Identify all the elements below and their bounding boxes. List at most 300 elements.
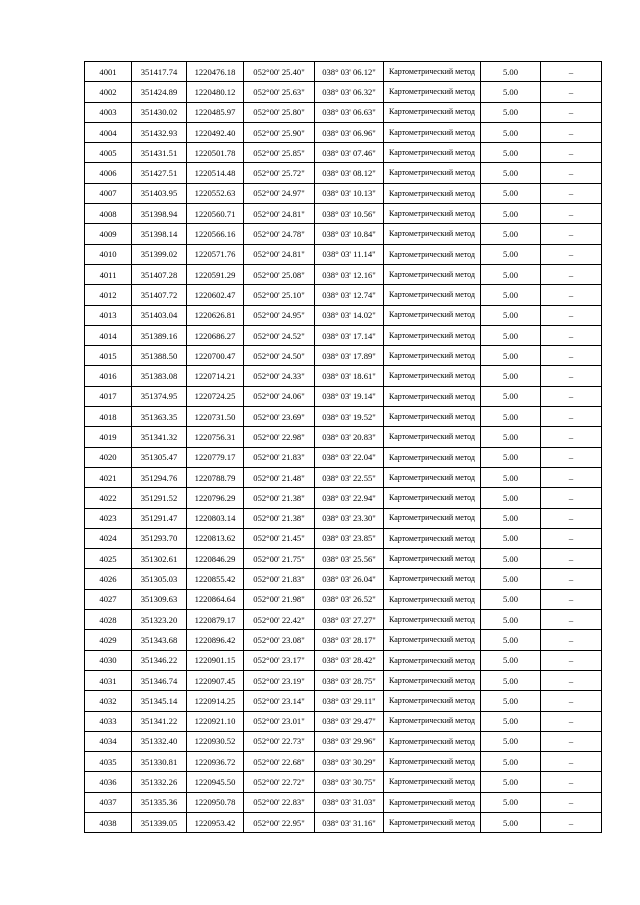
- latitude-cell: 052°00' 22.83": [244, 792, 315, 812]
- accuracy-cell: 5.00: [481, 62, 541, 82]
- point-number-cell: 4009: [85, 224, 132, 244]
- method-cell: Картометрический метод: [384, 812, 481, 832]
- table-row: [85, 183, 602, 203]
- coord-x-cell: 351398.14: [132, 224, 187, 244]
- note-cell: –: [541, 305, 602, 325]
- table-row: [85, 305, 602, 325]
- point-number-cell: 4006: [85, 163, 132, 183]
- longitude-cell: 038° 03' 22.55": [315, 467, 384, 487]
- accuracy-cell: 5.00: [481, 305, 541, 325]
- longitude-cell: 038° 03' 17.14": [315, 325, 384, 345]
- coord-y-cell: 1220560.71: [187, 204, 244, 224]
- longitude-cell: 038° 03' 20.83": [315, 427, 384, 447]
- point-number-cell: 4013: [85, 305, 132, 325]
- accuracy-cell: 5.00: [481, 812, 541, 832]
- latitude-cell: 052°00' 22.98": [244, 427, 315, 447]
- note-cell: –: [541, 407, 602, 427]
- longitude-cell: 038° 03' 29.11": [315, 691, 384, 711]
- point-number-cell: 4017: [85, 386, 132, 406]
- point-number-cell: 4023: [85, 508, 132, 528]
- table-row: [85, 812, 602, 832]
- note-cell: –: [541, 122, 602, 142]
- longitude-cell: 038° 03' 12.16": [315, 264, 384, 284]
- accuracy-cell: 5.00: [481, 630, 541, 650]
- table-row: [85, 285, 602, 305]
- table-row: [85, 143, 602, 163]
- table-row: [85, 82, 602, 102]
- table-row: [85, 224, 602, 244]
- method-cell: Картометрический метод: [384, 305, 481, 325]
- note-cell: –: [541, 508, 602, 528]
- table-row: [85, 264, 602, 284]
- point-number-cell: 4008: [85, 204, 132, 224]
- longitude-cell: 038° 03' 27.27": [315, 610, 384, 630]
- longitude-cell: 038° 03' 28.17": [315, 630, 384, 650]
- latitude-cell: 052°00' 25.08": [244, 264, 315, 284]
- method-cell: Картометрический метод: [384, 82, 481, 102]
- latitude-cell: 052°00' 23.08": [244, 630, 315, 650]
- accuracy-cell: 5.00: [481, 467, 541, 487]
- method-cell: Картометрический метод: [384, 731, 481, 751]
- point-number-cell: 4022: [85, 488, 132, 508]
- coord-y-cell: 1220591.29: [187, 264, 244, 284]
- longitude-cell: 038° 03' 14.02": [315, 305, 384, 325]
- latitude-cell: 052°00' 22.73": [244, 731, 315, 751]
- method-cell: Картометрический метод: [384, 528, 481, 548]
- coord-y-cell: 1220731.50: [187, 407, 244, 427]
- accuracy-cell: 5.00: [481, 772, 541, 792]
- point-number-cell: 4031: [85, 670, 132, 690]
- longitude-cell: 038° 03' 10.13": [315, 183, 384, 203]
- coord-y-cell: 1220756.31: [187, 427, 244, 447]
- accuracy-cell: 5.00: [481, 102, 541, 122]
- latitude-cell: 052°00' 21.38": [244, 508, 315, 528]
- point-number-cell: 4015: [85, 346, 132, 366]
- accuracy-cell: 5.00: [481, 285, 541, 305]
- coord-x-cell: 351430.02: [132, 102, 187, 122]
- longitude-cell: 038° 03' 30.29": [315, 752, 384, 772]
- method-cell: Картометрический метод: [384, 204, 481, 224]
- accuracy-cell: 5.00: [481, 82, 541, 102]
- coord-x-cell: 351403.95: [132, 183, 187, 203]
- latitude-cell: 052°00' 21.83": [244, 447, 315, 467]
- accuracy-cell: 5.00: [481, 589, 541, 609]
- method-cell: Картометрический метод: [384, 62, 481, 82]
- coord-y-cell: 1220921.10: [187, 711, 244, 731]
- coord-y-cell: 1220626.81: [187, 305, 244, 325]
- accuracy-cell: 5.00: [481, 488, 541, 508]
- method-cell: Картометрический метод: [384, 752, 481, 772]
- coord-x-cell: 351417.74: [132, 62, 187, 82]
- latitude-cell: 052°00' 24.95": [244, 305, 315, 325]
- longitude-cell: 038° 03' 12.74": [315, 285, 384, 305]
- point-number-cell: 4037: [85, 792, 132, 812]
- note-cell: –: [541, 670, 602, 690]
- point-number-cell: 4020: [85, 447, 132, 467]
- latitude-cell: 052°00' 21.83": [244, 569, 315, 589]
- note-cell: –: [541, 752, 602, 772]
- table-row: [85, 630, 602, 650]
- table-row: [85, 549, 602, 569]
- latitude-cell: 052°00' 21.45": [244, 528, 315, 548]
- coord-x-cell: 351332.26: [132, 772, 187, 792]
- coord-y-cell: 1220950.78: [187, 792, 244, 812]
- latitude-cell: 052°00' 25.85": [244, 143, 315, 163]
- longitude-cell: 038° 03' 29.96": [315, 731, 384, 751]
- accuracy-cell: 5.00: [481, 244, 541, 264]
- point-number-cell: 4034: [85, 731, 132, 751]
- method-cell: Картометрический метод: [384, 163, 481, 183]
- coord-x-cell: 351407.72: [132, 285, 187, 305]
- coord-y-cell: 1220796.29: [187, 488, 244, 508]
- coord-y-cell: 1220724.25: [187, 386, 244, 406]
- table-row: [85, 670, 602, 690]
- method-cell: Картометрический метод: [384, 244, 481, 264]
- coord-y-cell: 1220930.52: [187, 731, 244, 751]
- coord-x-cell: 351341.32: [132, 427, 187, 447]
- longitude-cell: 038° 03' 29.47": [315, 711, 384, 731]
- method-cell: Картометрический метод: [384, 508, 481, 528]
- accuracy-cell: 5.00: [481, 711, 541, 731]
- accuracy-cell: 5.00: [481, 650, 541, 670]
- longitude-cell: 038° 03' 18.61": [315, 366, 384, 386]
- accuracy-cell: 5.00: [481, 346, 541, 366]
- coord-y-cell: 1220501.78: [187, 143, 244, 163]
- longitude-cell: 038° 03' 19.52": [315, 407, 384, 427]
- latitude-cell: 052°00' 24.33": [244, 366, 315, 386]
- point-number-cell: 4002: [85, 82, 132, 102]
- coord-x-cell: 351305.03: [132, 569, 187, 589]
- method-cell: Картометрический метод: [384, 691, 481, 711]
- accuracy-cell: 5.00: [481, 204, 541, 224]
- method-cell: Картометрический метод: [384, 569, 481, 589]
- method-cell: Картометрический метод: [384, 630, 481, 650]
- accuracy-cell: 5.00: [481, 386, 541, 406]
- latitude-cell: 052°00' 22.95": [244, 812, 315, 832]
- coord-x-cell: 351374.95: [132, 386, 187, 406]
- coord-x-cell: 351341.22: [132, 711, 187, 731]
- table-row: [85, 102, 602, 122]
- point-number-cell: 4005: [85, 143, 132, 163]
- table-row: [85, 772, 602, 792]
- note-cell: –: [541, 285, 602, 305]
- longitude-cell: 038° 03' 10.84": [315, 224, 384, 244]
- coord-x-cell: 351323.20: [132, 610, 187, 630]
- coord-x-cell: 351343.68: [132, 630, 187, 650]
- table-row: [85, 427, 602, 447]
- longitude-cell: 038° 03' 22.04": [315, 447, 384, 467]
- coord-y-cell: 1220714.21: [187, 366, 244, 386]
- note-cell: –: [541, 386, 602, 406]
- note-cell: –: [541, 82, 602, 102]
- point-number-cell: 4011: [85, 264, 132, 284]
- accuracy-cell: 5.00: [481, 508, 541, 528]
- method-cell: Картометрический метод: [384, 264, 481, 284]
- longitude-cell: 038° 03' 10.56": [315, 204, 384, 224]
- point-number-cell: 4024: [85, 528, 132, 548]
- point-number-cell: 4003: [85, 102, 132, 122]
- latitude-cell: 052°00' 22.42": [244, 610, 315, 630]
- accuracy-cell: 5.00: [481, 224, 541, 244]
- coord-y-cell: 1220803.14: [187, 508, 244, 528]
- note-cell: –: [541, 244, 602, 264]
- accuracy-cell: 5.00: [481, 163, 541, 183]
- method-cell: Картометрический метод: [384, 285, 481, 305]
- longitude-cell: 038° 03' 11.14": [315, 244, 384, 264]
- point-number-cell: 4001: [85, 62, 132, 82]
- longitude-cell: 038° 03' 26.04": [315, 569, 384, 589]
- note-cell: –: [541, 346, 602, 366]
- latitude-cell: 052°00' 23.01": [244, 711, 315, 731]
- method-cell: Картометрический метод: [384, 325, 481, 345]
- table-row: [85, 407, 602, 427]
- table-row: [85, 366, 602, 386]
- longitude-cell: 038° 03' 07.46": [315, 143, 384, 163]
- coordinates-table: [84, 61, 602, 833]
- method-cell: Картометрический метод: [384, 183, 481, 203]
- latitude-cell: 052°00' 24.81": [244, 244, 315, 264]
- latitude-cell: 052°00' 23.14": [244, 691, 315, 711]
- latitude-cell: 052°00' 21.98": [244, 589, 315, 609]
- note-cell: –: [541, 62, 602, 82]
- note-cell: –: [541, 143, 602, 163]
- coord-y-cell: 1220855.42: [187, 569, 244, 589]
- coord-y-cell: 1220602.47: [187, 285, 244, 305]
- latitude-cell: 052°00' 23.17": [244, 650, 315, 670]
- note-cell: –: [541, 589, 602, 609]
- table-row: [85, 346, 602, 366]
- coord-x-cell: 351383.08: [132, 366, 187, 386]
- coord-x-cell: 351399.02: [132, 244, 187, 264]
- point-number-cell: 4014: [85, 325, 132, 345]
- note-cell: –: [541, 183, 602, 203]
- method-cell: Картометрический метод: [384, 427, 481, 447]
- accuracy-cell: 5.00: [481, 549, 541, 569]
- coord-x-cell: 351363.35: [132, 407, 187, 427]
- latitude-cell: 052°00' 24.06": [244, 386, 315, 406]
- point-number-cell: 4026: [85, 569, 132, 589]
- method-cell: Картометрический метод: [384, 407, 481, 427]
- method-cell: Картометрический метод: [384, 711, 481, 731]
- point-number-cell: 4021: [85, 467, 132, 487]
- accuracy-cell: 5.00: [481, 325, 541, 345]
- point-number-cell: 4007: [85, 183, 132, 203]
- accuracy-cell: 5.00: [481, 143, 541, 163]
- latitude-cell: 052°00' 25.90": [244, 122, 315, 142]
- latitude-cell: 052°00' 21.75": [244, 549, 315, 569]
- method-cell: Картометрический метод: [384, 366, 481, 386]
- coord-x-cell: 351330.81: [132, 752, 187, 772]
- coord-x-cell: 351431.51: [132, 143, 187, 163]
- point-number-cell: 4028: [85, 610, 132, 630]
- coord-x-cell: 351403.04: [132, 305, 187, 325]
- note-cell: –: [541, 467, 602, 487]
- longitude-cell: 038° 03' 31.03": [315, 792, 384, 812]
- coord-y-cell: 1220879.17: [187, 610, 244, 630]
- point-number-cell: 4004: [85, 122, 132, 142]
- longitude-cell: 038° 03' 06.96": [315, 122, 384, 142]
- table-row: [85, 325, 602, 345]
- method-cell: Картометрический метод: [384, 447, 481, 467]
- method-cell: Картометрический метод: [384, 610, 481, 630]
- note-cell: –: [541, 731, 602, 751]
- latitude-cell: 052°00' 22.68": [244, 752, 315, 772]
- coord-x-cell: 351407.28: [132, 264, 187, 284]
- note-cell: –: [541, 102, 602, 122]
- coord-x-cell: 351302.61: [132, 549, 187, 569]
- coord-y-cell: 1220476.18: [187, 62, 244, 82]
- point-number-cell: 4033: [85, 711, 132, 731]
- note-cell: –: [541, 163, 602, 183]
- accuracy-cell: 5.00: [481, 366, 541, 386]
- point-number-cell: 4036: [85, 772, 132, 792]
- method-cell: Картометрический метод: [384, 102, 481, 122]
- coord-x-cell: 351432.93: [132, 122, 187, 142]
- note-cell: –: [541, 366, 602, 386]
- coord-x-cell: 351291.52: [132, 488, 187, 508]
- accuracy-cell: 5.00: [481, 792, 541, 812]
- latitude-cell: 052°00' 23.69": [244, 407, 315, 427]
- coord-x-cell: 351332.40: [132, 731, 187, 751]
- note-cell: –: [541, 427, 602, 447]
- coord-y-cell: 1220945.50: [187, 772, 244, 792]
- accuracy-cell: 5.00: [481, 264, 541, 284]
- coord-x-cell: 351345.14: [132, 691, 187, 711]
- method-cell: Картометрический метод: [384, 467, 481, 487]
- table-row: [85, 386, 602, 406]
- coord-y-cell: 1220864.64: [187, 589, 244, 609]
- coord-y-cell: 1220896.42: [187, 630, 244, 650]
- coord-y-cell: 1220953.42: [187, 812, 244, 832]
- point-number-cell: 4012: [85, 285, 132, 305]
- coord-x-cell: 351346.74: [132, 670, 187, 690]
- latitude-cell: 052°00' 21.48": [244, 467, 315, 487]
- table-row: [85, 488, 602, 508]
- coord-y-cell: 1220552.63: [187, 183, 244, 203]
- coord-x-cell: 351305.47: [132, 447, 187, 467]
- accuracy-cell: 5.00: [481, 569, 541, 589]
- point-number-cell: 4038: [85, 812, 132, 832]
- table-row: [85, 244, 602, 264]
- accuracy-cell: 5.00: [481, 731, 541, 751]
- accuracy-cell: 5.00: [481, 610, 541, 630]
- note-cell: –: [541, 812, 602, 832]
- coord-y-cell: 1220492.40: [187, 122, 244, 142]
- accuracy-cell: 5.00: [481, 407, 541, 427]
- coord-y-cell: 1220480.12: [187, 82, 244, 102]
- point-number-cell: 4030: [85, 650, 132, 670]
- table-row: [85, 650, 602, 670]
- coord-y-cell: 1220514.48: [187, 163, 244, 183]
- method-cell: Картометрический метод: [384, 122, 481, 142]
- point-number-cell: 4019: [85, 427, 132, 447]
- longitude-cell: 038° 03' 30.75": [315, 772, 384, 792]
- coord-y-cell: 1220700.47: [187, 346, 244, 366]
- coord-x-cell: 351309.63: [132, 589, 187, 609]
- latitude-cell: 052°00' 25.10": [244, 285, 315, 305]
- longitude-cell: 038° 03' 08.12": [315, 163, 384, 183]
- table-row: [85, 508, 602, 528]
- method-cell: Картометрический метод: [384, 792, 481, 812]
- note-cell: –: [541, 711, 602, 731]
- coord-y-cell: 1220907.45: [187, 670, 244, 690]
- note-cell: –: [541, 447, 602, 467]
- accuracy-cell: 5.00: [481, 528, 541, 548]
- table-row: [85, 711, 602, 731]
- table-row: [85, 447, 602, 467]
- coord-x-cell: 351398.94: [132, 204, 187, 224]
- point-number-cell: 4018: [85, 407, 132, 427]
- note-cell: –: [541, 630, 602, 650]
- latitude-cell: 052°00' 25.63": [244, 82, 315, 102]
- note-cell: –: [541, 528, 602, 548]
- note-cell: –: [541, 204, 602, 224]
- coord-y-cell: 1220788.79: [187, 467, 244, 487]
- longitude-cell: 038° 03' 28.42": [315, 650, 384, 670]
- coord-y-cell: 1220571.76: [187, 244, 244, 264]
- point-number-cell: 4032: [85, 691, 132, 711]
- latitude-cell: 052°00' 24.52": [244, 325, 315, 345]
- latitude-cell: 052°00' 22.72": [244, 772, 315, 792]
- accuracy-cell: 5.00: [481, 691, 541, 711]
- coord-x-cell: 351424.89: [132, 82, 187, 102]
- note-cell: –: [541, 610, 602, 630]
- note-cell: –: [541, 264, 602, 284]
- coord-x-cell: 351291.47: [132, 508, 187, 528]
- point-number-cell: 4025: [85, 549, 132, 569]
- latitude-cell: 052°00' 25.72": [244, 163, 315, 183]
- coord-x-cell: 351389.16: [132, 325, 187, 345]
- note-cell: –: [541, 772, 602, 792]
- table-row: [85, 204, 602, 224]
- coord-y-cell: 1220901.15: [187, 650, 244, 670]
- longitude-cell: 038° 03' 23.30": [315, 508, 384, 528]
- method-cell: Картометрический метод: [384, 346, 481, 366]
- longitude-cell: 038° 03' 26.52": [315, 589, 384, 609]
- longitude-cell: 038° 03' 22.94": [315, 488, 384, 508]
- method-cell: Картометрический метод: [384, 143, 481, 163]
- table-row: [85, 163, 602, 183]
- table-row: [85, 528, 602, 548]
- accuracy-cell: 5.00: [481, 447, 541, 467]
- coord-y-cell: 1220566.16: [187, 224, 244, 244]
- table-row: [85, 589, 602, 609]
- longitude-cell: 038° 03' 06.12": [315, 62, 384, 82]
- table-row: [85, 569, 602, 589]
- table-row: [85, 691, 602, 711]
- coord-y-cell: 1220779.17: [187, 447, 244, 467]
- coordinates-table-body: [85, 62, 602, 833]
- note-cell: –: [541, 691, 602, 711]
- longitude-cell: 038° 03' 28.75": [315, 670, 384, 690]
- method-cell: Картометрический метод: [384, 386, 481, 406]
- latitude-cell: 052°00' 25.40": [244, 62, 315, 82]
- note-cell: –: [541, 224, 602, 244]
- table-row: [85, 122, 602, 142]
- table-row: [85, 731, 602, 751]
- accuracy-cell: 5.00: [481, 122, 541, 142]
- latitude-cell: 052°00' 25.80": [244, 102, 315, 122]
- method-cell: Картометрический метод: [384, 772, 481, 792]
- coord-x-cell: 351346.22: [132, 650, 187, 670]
- method-cell: Картометрический метод: [384, 488, 481, 508]
- accuracy-cell: 5.00: [481, 183, 541, 203]
- method-cell: Картометрический метод: [384, 224, 481, 244]
- table-row: [85, 467, 602, 487]
- longitude-cell: 038° 03' 19.14": [315, 386, 384, 406]
- latitude-cell: 052°00' 21.38": [244, 488, 315, 508]
- table-row: [85, 62, 602, 82]
